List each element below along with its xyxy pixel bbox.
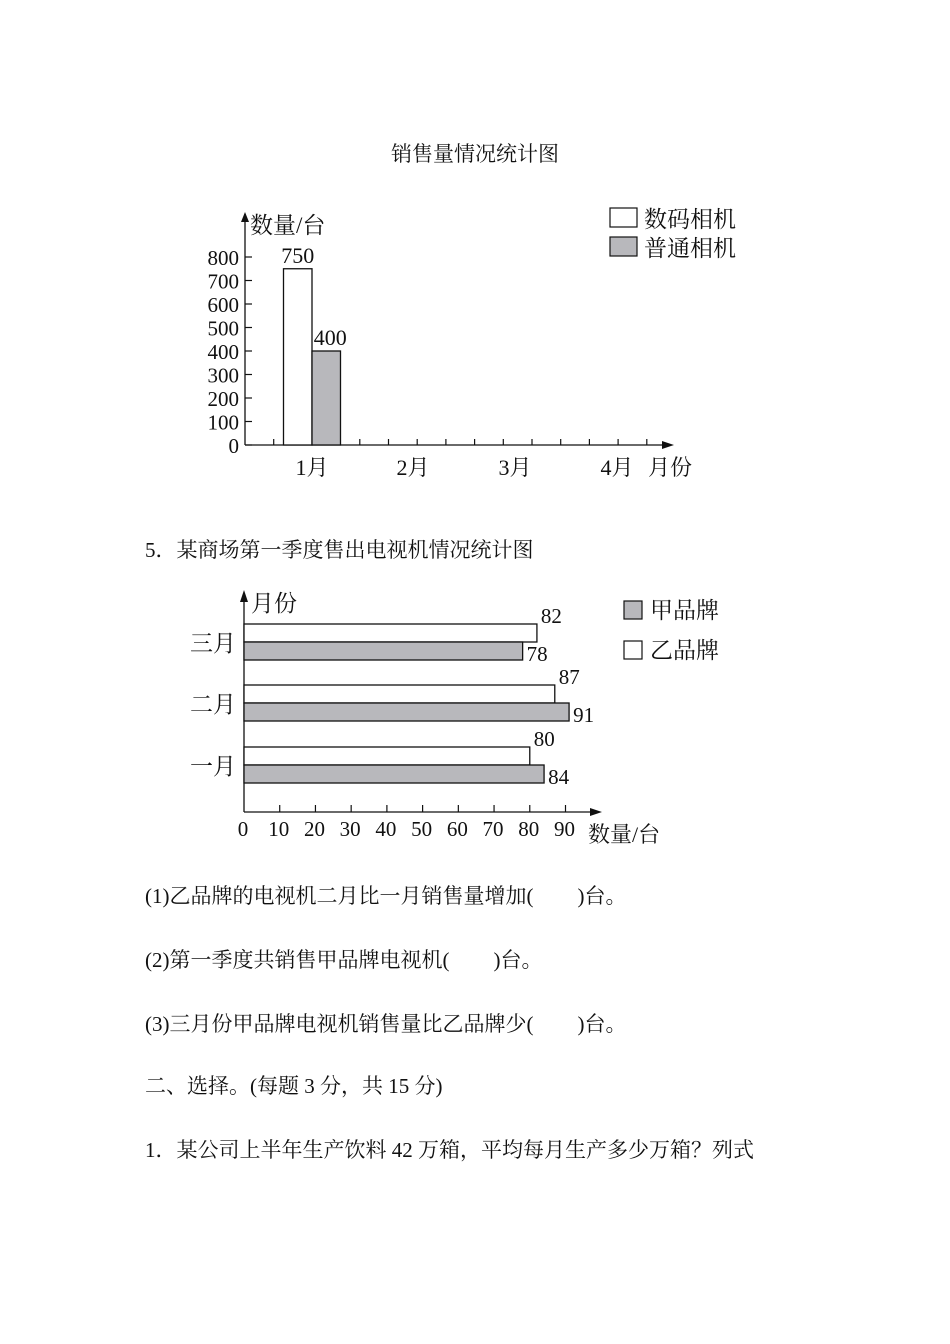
q5-title: 5．某商场第一季度售出电视机情况统计图 bbox=[145, 538, 534, 562]
chart1-y-tick-label: 0 bbox=[228, 434, 239, 458]
question-3-suffix: )台。 bbox=[577, 1012, 627, 1036]
chart1-legend-swatch-gray bbox=[610, 237, 637, 256]
chart2-x-tick-label: 80 bbox=[518, 817, 540, 841]
chart1-x-arrow bbox=[662, 441, 674, 449]
chart2-svg bbox=[0, 580, 950, 860]
chart1-legend-label-0: 数码相机 bbox=[644, 207, 736, 232]
chart2-legend-label-0: 甲品牌 bbox=[650, 598, 719, 623]
chart1-ylabel: 数量/台 bbox=[250, 213, 326, 238]
chart2-x-tick-label: 70 bbox=[482, 817, 504, 841]
chart2-data-label: 80 bbox=[533, 727, 555, 751]
chart1-y-tick-label: 600 bbox=[207, 293, 239, 317]
chart1-legend-swatch-white bbox=[610, 208, 637, 227]
chart2-xlabel: 数量/台 bbox=[588, 822, 661, 847]
chart2-bar-yi bbox=[244, 747, 530, 765]
chart2-bar-jia bbox=[244, 642, 523, 660]
chart2-x-tick-label: 40 bbox=[375, 817, 397, 841]
chart2-bar-yi bbox=[244, 624, 537, 642]
chart2-category-label: 二月 bbox=[190, 692, 236, 717]
question-3-text: (3)三月份甲品牌电视机销售量比乙品牌少( bbox=[145, 1012, 534, 1036]
chart2-legend-swatch-white bbox=[624, 641, 642, 659]
chart2-data-label: 84 bbox=[548, 765, 570, 789]
chart2-x-tick-label: 10 bbox=[268, 817, 290, 841]
chart1-y-tick-label: 200 bbox=[207, 387, 239, 411]
chart2-x-tick-label: 0 bbox=[237, 817, 249, 841]
chart2-x-tick-label: 50 bbox=[411, 817, 433, 841]
chart1-data-label: 750 bbox=[281, 242, 315, 268]
chart1-title: 销售量情况统计图 bbox=[391, 142, 559, 166]
chart2-category-label: 三月 bbox=[190, 631, 236, 656]
chart1-y-tick-label: 400 bbox=[207, 340, 239, 364]
chart1-xlabel: 月份 bbox=[648, 455, 693, 480]
chart1-data-label: 400 bbox=[313, 325, 347, 350]
question-2 bbox=[145, 944, 542, 974]
chart2-data-label: 91 bbox=[573, 703, 595, 727]
question-1-text: (1)乙品牌的电视机二月比一月销售量增加( bbox=[145, 884, 534, 908]
chart1-y-tick-label: 700 bbox=[207, 269, 239, 294]
question-3 bbox=[145, 1008, 626, 1038]
chart1-y-tick-label: 100 bbox=[207, 410, 239, 435]
chart2-y-arrow bbox=[240, 590, 248, 602]
chart2-x-tick-label: 20 bbox=[303, 817, 325, 841]
chart1-x-tick-label: 3月 bbox=[498, 455, 532, 480]
chart2-data-label: 87 bbox=[558, 665, 580, 689]
question-1 bbox=[145, 880, 626, 910]
chart1-bar-digital bbox=[284, 269, 313, 445]
chart2-data-label: 82 bbox=[540, 604, 562, 628]
chart1-x-tick-label: 2月 bbox=[396, 455, 430, 480]
question-2-suffix: )台。 bbox=[493, 948, 543, 972]
question-1-suffix: )台。 bbox=[577, 884, 627, 908]
chart1-y-tick-label: 500 bbox=[207, 316, 239, 341]
chart2-x-tick-label: 60 bbox=[446, 817, 468, 841]
chart2-bar-jia bbox=[244, 703, 569, 721]
chart1-y-tick-label: 800 bbox=[207, 246, 239, 270]
chart2-x-tick-label: 90 bbox=[554, 817, 575, 841]
chart1-plot bbox=[208, 207, 737, 480]
chart2-legend-swatch-gray bbox=[624, 601, 642, 619]
chart2-plot bbox=[190, 590, 719, 847]
chart1-svg bbox=[0, 0, 950, 500]
chart1-y-tick-label: 300 bbox=[207, 363, 239, 388]
section-2-heading: 二、选择。(每题 3 分，共 15 分) bbox=[145, 1074, 443, 1098]
chart2-legend-label-1: 乙品牌 bbox=[650, 638, 719, 663]
question-2-text: (2)第一季度共销售甲品牌电视机( bbox=[145, 948, 450, 972]
chart1-x-tick-label: 4月 bbox=[600, 455, 634, 480]
chart1-y-arrow bbox=[241, 212, 249, 222]
chart1-legend-label-1: 普通相机 bbox=[644, 236, 736, 261]
chart2-x-tick-label: 30 bbox=[339, 817, 361, 841]
chart2-bar-yi bbox=[244, 685, 555, 703]
section-2-question-1: 1．某公司上半年生产饮料 42 万箱，平均每月生产多少万箱？列式 bbox=[145, 1138, 754, 1162]
chart2-x-arrow bbox=[590, 808, 602, 816]
chart2-data-label: 78 bbox=[526, 642, 548, 666]
chart2-ylabel: 月份 bbox=[251, 591, 297, 616]
chart2-bar-jia bbox=[244, 765, 544, 783]
chart2-category-label: 一月 bbox=[190, 754, 236, 779]
chart1-x-tick-label: 1月 bbox=[295, 455, 329, 480]
chart1-bar-normal bbox=[312, 351, 341, 445]
